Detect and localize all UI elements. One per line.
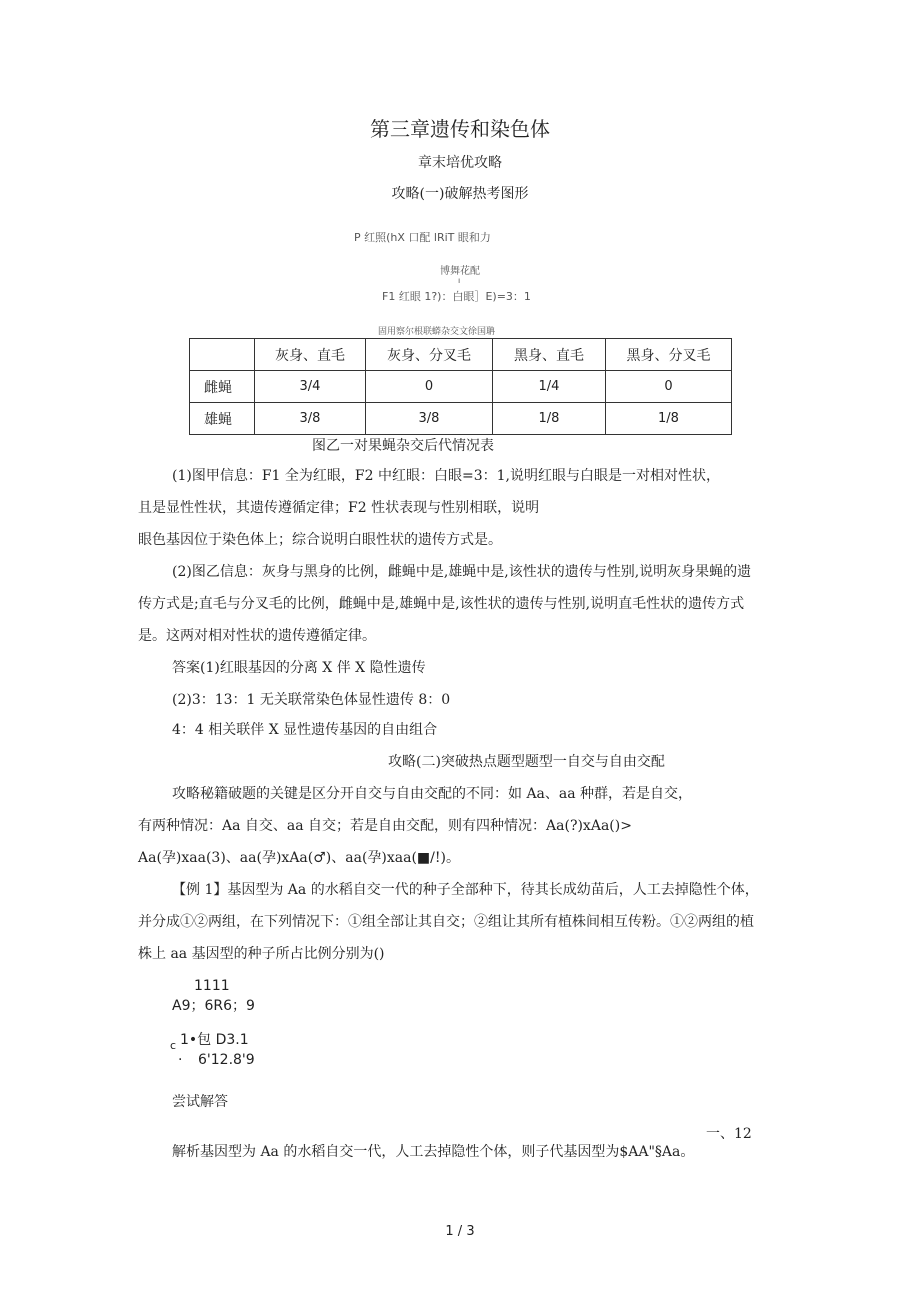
paragraph-1-line-3: 眼色基因位于染色体上；综合说明白眼性状的遗传方式是。 — [138, 532, 502, 548]
option-fraction-values: 6'12.8'9 — [198, 1052, 255, 1068]
answer-line-3: 4：4 相关联伴 X 显性遗传基因的自由组合 — [172, 722, 438, 738]
table-cell: 0 — [606, 371, 732, 403]
figure-a-tick: ı — [458, 276, 461, 285]
answer-line-1: 答案(1)红眼基因的分离 X 伴 X 隐性遗传 — [172, 660, 426, 676]
option-fractions: 1111 — [194, 978, 230, 994]
paragraph-2-line-1: (2)图乙信息：灰身与黑身的比例，雌蝇中是,雄蝇中是,该性状的遗传与性别,说明灰身果蝇的遗 — [172, 564, 752, 580]
table-cell: 1/8 — [606, 403, 732, 435]
strategy2-line-3: Aa(孕)xaa(3)、aa(孕)xAa(♂)、aa(孕)xaa(■/!)。 — [138, 850, 460, 866]
table-header-cell: 灰身、直毛 — [255, 339, 366, 371]
table-cell: 1/8 — [493, 403, 606, 435]
strategy1-heading: 攻略(一)破解热考图形 — [391, 186, 529, 202]
strategy2-heading: 攻略(二)突破热点题型题型一自交与自由交配 — [388, 754, 665, 770]
analysis-line-1: 解析基因型为 Aa 的水稻自交一代，人工去掉隐性个体，则子代基因型为$AA"§Aa。 — [172, 1144, 695, 1160]
table-row-label: 雌蝇 — [190, 371, 255, 403]
table-row-label: 雄蝇 — [190, 403, 255, 435]
chapter-subtitle: 章末培优攻略 — [418, 155, 502, 171]
example-1-line-1: 【例 1】基因型为 Aa 的水稻自交一代的种子全部种下，待其长成幼苗后，人工去掉隐性个体， — [172, 882, 759, 898]
table-header-cell: 黑身、分叉毛 — [606, 339, 732, 371]
table-cell: 1/4 — [493, 371, 606, 403]
fruitfly-cross-table — [189, 338, 732, 435]
example-1-line-3: 株上 aa 基因型的种子所占比例分别为() — [138, 946, 385, 962]
page-title: 第三章遗传和染色体 — [370, 117, 550, 141]
page-number: 1 / 3 — [445, 1224, 475, 1239]
figure-a-offspring-line: F1 红眼 1?)：白眼］E)=3：1 — [382, 290, 531, 303]
strategy2-line-1: 攻略秘籍破题的关键是区分开自交与自由交配的不同：如 Aa、aa 种群，若是自交， — [172, 786, 693, 802]
option-dot: · — [178, 1052, 183, 1068]
strategy2-line-2: 有两种情况：Aa 自交、aa 自交；若是自由交配，则有四种情况：Aa(?)xAa()> — [138, 818, 632, 834]
paragraph-2-line-3: 是。这两对相对性状的遗传遵循定律。 — [138, 628, 376, 644]
table-row — [190, 371, 732, 403]
table-header-cell: 黑身、直毛 — [493, 339, 606, 371]
table-header-cell: 灰身、分叉毛 — [366, 339, 493, 371]
paragraph-1-line-1: (1)图甲信息：F1 全为红眼，F2 中红眼：白眼=3：1,说明红眼与白眼是一对相对性状， — [172, 468, 720, 484]
table-header-cell — [190, 339, 255, 371]
table-cell: 3/8 — [255, 403, 366, 435]
analysis-right-note: 一、12 — [706, 1126, 752, 1142]
figure-b-caption-faint: 固用察尔根联蟒杂交文徐国聃 — [378, 327, 496, 337]
figure-a-parent-line: P 红照(hX 口配 lRiT 眼和力 — [354, 231, 491, 244]
option-c-d: 1•包 D3.1 — [180, 1032, 249, 1048]
option-a-b: A9；6R6；9 — [172, 998, 255, 1014]
table-caption: 图乙一对果蝇杂交后代情况表 — [312, 438, 494, 454]
try-answer-label: 尝试解答 — [172, 1094, 228, 1110]
table-cell: 3/8 — [366, 403, 493, 435]
example-1-line-2: 并分成①②两组，在下列情况下：①组全部让其自交；②组让其所有植株间相互传粉。①②两组的植 — [138, 914, 754, 930]
table-header-row — [190, 339, 732, 371]
table-cell: 3/4 — [255, 371, 366, 403]
table-cell: 0 — [366, 371, 493, 403]
paragraph-1-line-2: 且是显性性状，其遗传遵循定律；F2 性状表现与性别相联，说明 — [138, 500, 540, 516]
option-c-marker: c — [170, 1039, 177, 1052]
answer-line-2: (2)3：13：1 无关联常染色体显性遗传 8：0 — [172, 692, 451, 708]
paragraph-2-line-2: 传方式是;直毛与分叉毛的比例，雌蝇中是,雄蝇中是,该性状的遗传与性别,说明直毛性状的遗传方式 — [138, 596, 745, 612]
table-row — [190, 403, 732, 435]
figure-a-cross-label: 博舞花配 — [440, 266, 480, 277]
